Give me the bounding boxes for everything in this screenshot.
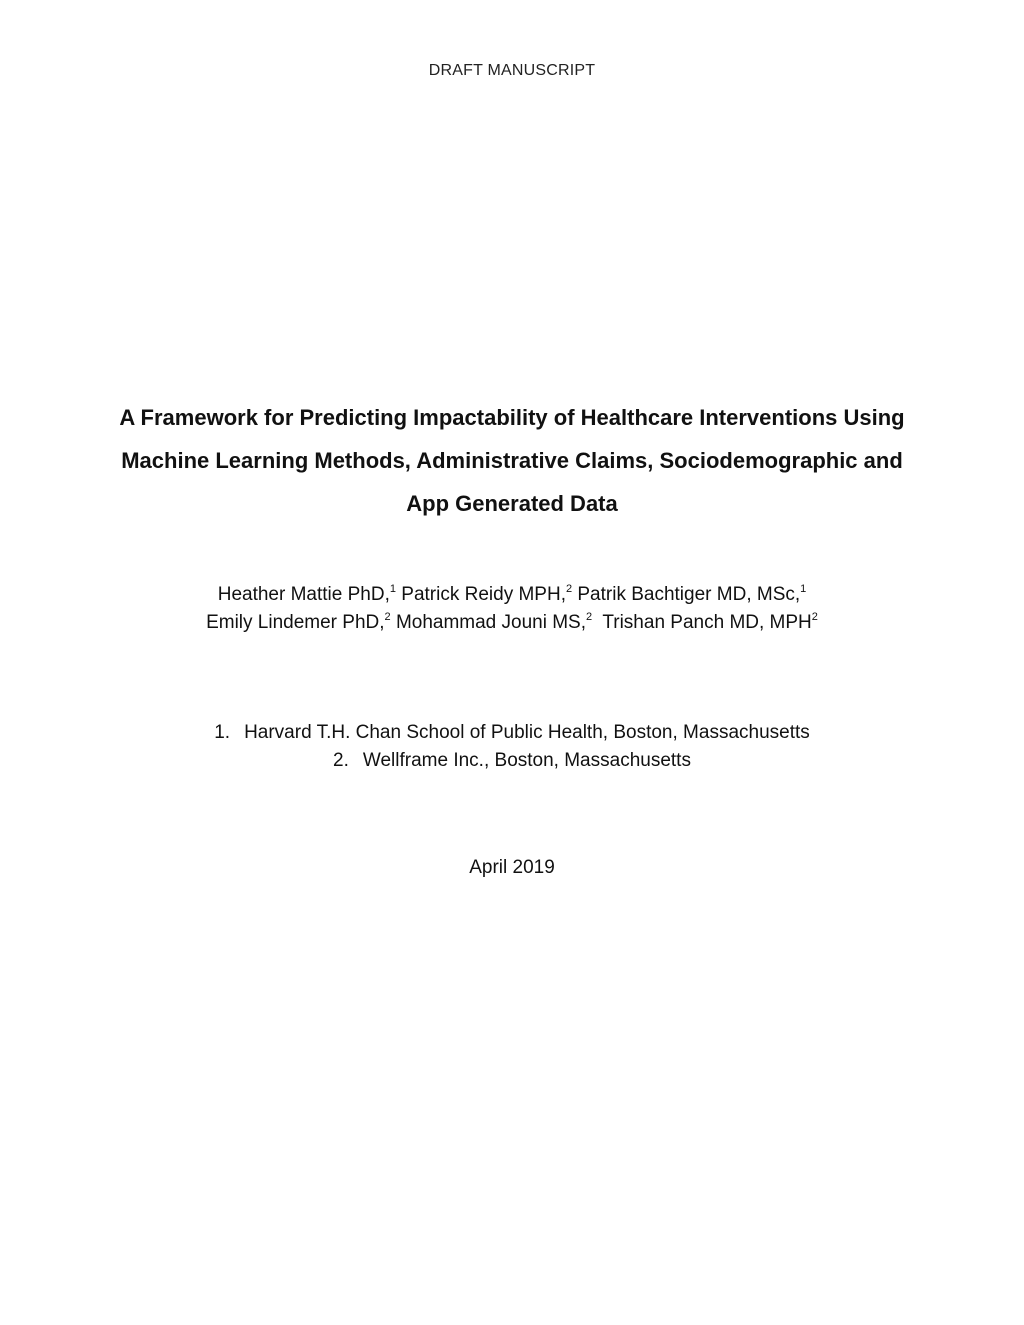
affiliation-text: Wellframe Inc., Boston, Massachusetts — [362, 750, 691, 771]
author-list — [0, 581, 1024, 637]
author-line-2 — [0, 609, 1024, 637]
draft-manuscript-header: DRAFT MANUSCRIPT — [428, 62, 596, 79]
author-name: Mohammad Jouni MS, — [395, 612, 587, 633]
affiliation-text: Harvard T.H. Chan School of Public Health, Boston, Massachusetts — [244, 722, 810, 743]
author-line-1 — [0, 581, 1024, 609]
author-name: Trishan Panch MD, MPH — [602, 612, 812, 633]
affiliation-marker: 2 — [811, 611, 818, 623]
title-line: Machine Learning Methods, Administrative Claims, Sociodemographic and — [121, 448, 903, 473]
affiliation-marker: 1 — [800, 583, 807, 595]
affiliation-number: 2. — [333, 750, 349, 771]
affiliation-item — [0, 747, 1024, 775]
publication-date: April 2019 — [469, 857, 555, 878]
affiliation-item — [0, 719, 1024, 747]
author-name: Heather Mattie PhD, — [217, 584, 390, 605]
affiliation-list — [0, 719, 1024, 775]
affiliation-marker: 1 — [389, 583, 396, 595]
affiliation-marker: 2 — [586, 611, 593, 623]
paper-title — [100, 396, 924, 525]
affiliation-marker: 2 — [565, 583, 573, 595]
author-name: Patrick Reidy MPH, — [401, 584, 566, 605]
title-line: App Generated Data — [406, 491, 618, 516]
affiliation-marker: 2 — [384, 611, 391, 623]
title-line: A Framework for Predicting Impactability of Healthcare Interventions Using — [119, 405, 905, 430]
author-name: Patrik Bachtiger MD, MSc, — [577, 584, 801, 605]
affiliation-number: 1. — [214, 722, 231, 743]
author-name: Emily Lindemer PhD, — [206, 612, 385, 633]
